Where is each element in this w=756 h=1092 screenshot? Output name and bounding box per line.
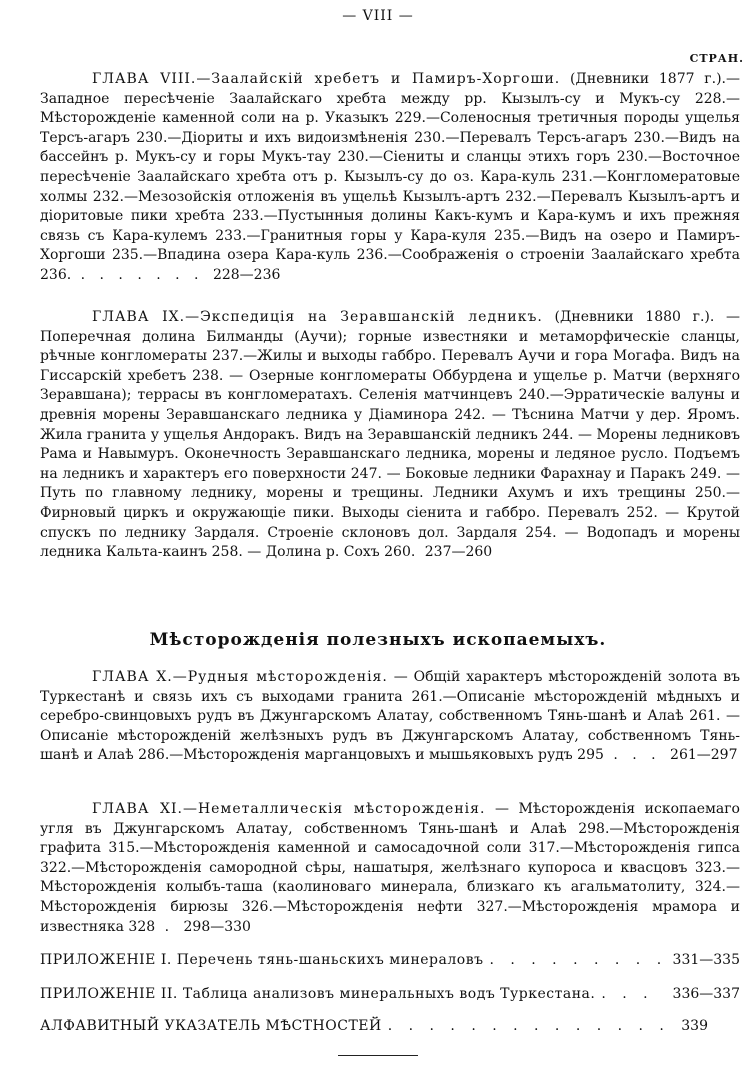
toc-entry-chapter-8 <box>40 70 740 286</box>
chapter-description: (Дневники 1877 г.).—Западное пересѣченіе Заалайскаго хребта между рр. Кызылъ-су и Мукъ-су 228.—Мѣсторожденіе каменной соли на р. Указыкъ 229.—Соленосныя третичныя породы ущелья Терсъ-агаръ 230.—Діориты и ихъ видоизмѣненія 230.—Перевалъ Терсъ-агаръ 230.—Видъ на бассейнъ р. Мукъ-су и горы Мукъ-тау 230.—Сіениты и сланцы этихъ горъ 230.—Восточное пересѣченіе Заалайскаго хребта отъ р. Кызылъ-су до оз. Кара-куль 231.—Конгломератовые холмы 232.—Мезозойскія отложенія въ ущельѣ Кызылъ-артъ 232.—Перевалъ Кызылъ-артъ и діоритовые пики хребта 233.—Пустынныя долины Какъ-кумъ и Кара-кумъ и ихъ прежняя связь съ Кара-кулемъ 233.—Гранитныя горы у Кара-куля 235.—Видъ на озеро и Памиръ-Хоргоши 235.—Впадина озера Кара-куль 236.—Соображенія о строеніи Заалайскаго хребта 236. <box>40 71 741 283</box>
section-heading: Мѣсторожденія полезныхъ ископаемыхъ. <box>149 630 607 650</box>
dot-leader: . . . . . . . . . <box>489 952 668 968</box>
page-number: — VIII — <box>342 8 414 24</box>
toc-entry-chapter-11 <box>40 800 740 937</box>
dot-leader: . <box>155 918 184 935</box>
page-range: 261—297 <box>670 747 738 764</box>
toc-entry-chapter-10 <box>40 668 740 766</box>
page-range: 331—335 <box>672 952 740 968</box>
chapter-description: (Дневники 1880 г.). — Поперечная долина Билманды (Аучи); горные известняки и метаморфическіе сланцы, рѣчные конгломераты 237.—Жилы и выходы габбро. Перевалъ Аучи и гора Могафа. Видъ на Гиссарскій хребетъ 238. — Озерные конгломераты Оббурдена и ущелье р. Матчи (верхняго Зеравшана); террасы въ конгломератахъ. Селенія матчинцевъ 240.—Эрратическіе валуны и древнія морены Зеравшанскаго ледника у Діаминора 242. — Тѣснина Матчи у дер. Яромъ. Жила гранита у ущелья Андоракъ. Видъ на Зеравшанскій ледникъ 244. — Морены ледниковъ Рама и Навымуръ. Оконечность Зеравшанскаго ледника, морены и ледяное русло. Подъемъ на ледникъ и характеръ его поверхности 247. — Боковые ледники Фарахнау и Паракъ 249. — Путь по главному леднику, морены и трещины. Ледники Ахумъ и ихъ трещины 250.—Фирновый циркъ и окружающіе пики. Выходы сіенита и габбро. Перевалъ 252. — Крутой спускъ по леднику Зардаля. Строеніе склоновъ дол. Зардаля 254. — Водопадъ и морены ледника Кальта-каинъ 258. — Долина р. Сохъ 260. <box>40 309 740 561</box>
page-range: 298—330 <box>183 918 251 935</box>
toc-entry-appendix-1 <box>40 950 740 970</box>
dot-leader: . . . <box>601 986 654 1002</box>
index-title: АЛФАВИТНЫЙ УКАЗАТЕЛЬ МѢСТНОСТЕЙ <box>40 1018 382 1034</box>
dot-leader: . . . <box>603 747 671 764</box>
dot-leader: . . . . . . . <box>71 266 213 283</box>
chapter-description: — Общій характеръ мѣсторожденій золота въ Туркестанѣ и связь ихъ съ выходами гранита 261.—Описаніе мѣсторожденій мѣдныхъ и серебро-свинцовыхъ рудъ въ Джунгарскомъ Алатау, собственномъ Тянь-шанѣ и Алаѣ 261. — Описаніе мѣсторожденій желѣзныхъ рудъ въ Джунгарскомъ Алатау, собственномъ Тянь-шанѣ и Алаѣ 286.—Мѣсторожденія марганцовыхъ и мышьяковыхъ рудъ 295 <box>40 669 740 764</box>
dot-leader: . . . . . . . . . . . . . . <box>387 1018 670 1034</box>
chapter-title: ГЛАВА X.—Рудныя мѣсторожденія. <box>92 669 388 685</box>
toc-entry-index <box>40 1016 740 1036</box>
dot-leader <box>415 544 424 560</box>
toc-entry-chapter-9 <box>40 308 740 563</box>
footer-rule <box>338 1055 418 1056</box>
chapter-title: ГЛАВА IX.—Экспедиція на Зеравшанскій ледникъ. <box>92 309 543 325</box>
page-range: 228—236 <box>212 266 281 283</box>
appendix-title: ПРИЛОЖЕНІЕ I. Перечень тянь-шаньскихъ минераловъ <box>40 952 484 968</box>
chapter-description: — Мѣсторожденія ископаемаго угля въ Джунгарскомъ Алатау, собственномъ Тянь-шанѣ и Алаѣ 298.—Мѣсторожденія графита 315.—Мѣсторожденія каменной и самосадочной соли 317.—Мѣсторожденія гипса 322.—Мѣсторожденія самородной сѣры, нашатыря, желѣзнаго купороса и квасцовъ 323.—Мѣсторожденія колыбъ-таша (каолиноваго минерала, близкаго къ агальматолиту, 324.—Мѣсторожденія бирюзы 326.—Мѣсторожденія нефти 327.—Мѣсторожденія мрамора и известняка 328 <box>40 801 740 935</box>
chapter-title: ГЛАВА XI.—Неметаллическія мѣсторожденія. <box>92 801 486 817</box>
pages-column-label: СТРАН. <box>689 52 744 65</box>
page-number: 339 <box>681 1018 708 1034</box>
appendix-title: ПРИЛОЖЕНІЕ II. Таблица анализовъ минеральныхъ водъ Туркестана. <box>40 986 596 1002</box>
toc-entry-appendix-2 <box>40 984 740 1004</box>
page-range: 336—337 <box>672 986 740 1002</box>
chapter-title: ГЛАВА VIII.—Заалайскій хребетъ и Памиръ-Хоргоши. <box>92 71 561 87</box>
page-range: 237—260 <box>424 544 493 561</box>
